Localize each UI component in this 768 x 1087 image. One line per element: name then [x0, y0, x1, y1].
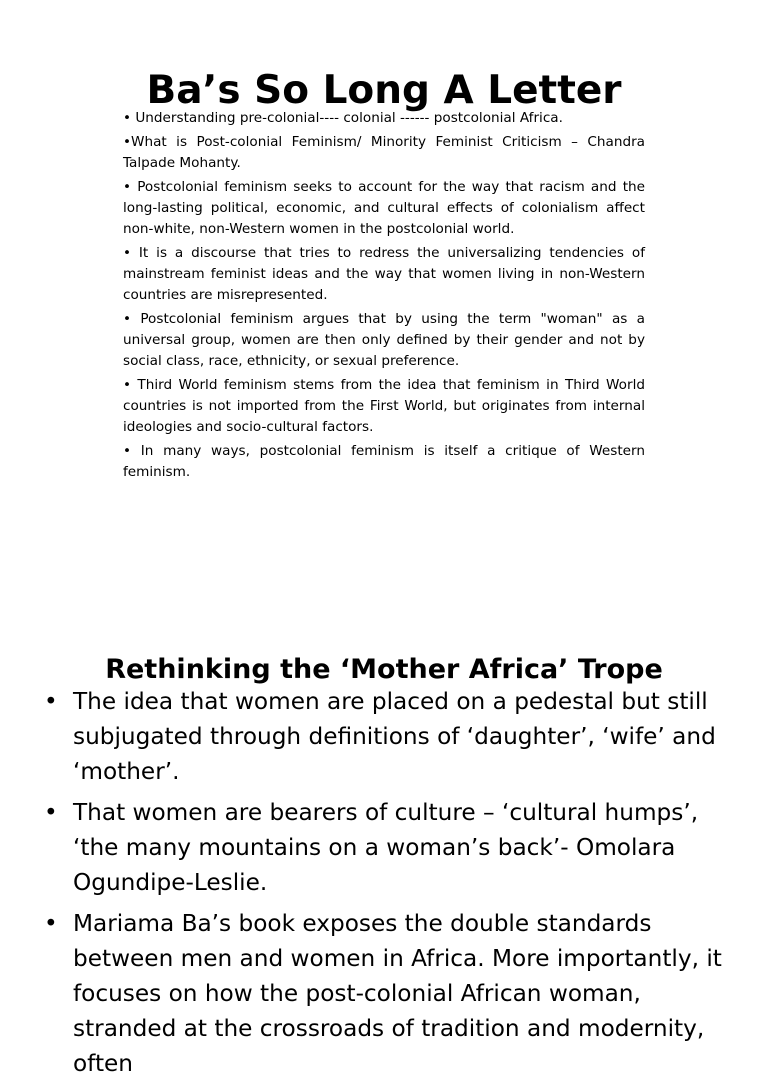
- slide-2: [0, 560, 768, 1077]
- bullet-icon: •: [44, 688, 58, 715]
- list-item: • In many ways, postcolonial feminism is itself a critique of Western feminism.: [123, 443, 645, 480]
- list-item: • Postcolonial feminism seeks to account for the way that racism and the long-lasting political, economic, and cultural effects of colonialism affect non-white, non-Western women in the postcolonial world.: [123, 179, 645, 237]
- list-item-text: Mariama Ba’s book exposes the double standards between men and women in Africa. More importantly, it focuses on how the post-colonial African woman, stranded at the crossroads of tradition and modernity, often: [73, 910, 722, 1077]
- slide-1-title: Ba’s So Long A Letter: [146, 68, 622, 114]
- list-item-text: That women are bearers of culture – ‘cultural humps’, ‘the many mountains on a woman’s back’- Omolara Ogundipe-Leslie.: [73, 799, 699, 896]
- list-item: [44, 795, 734, 900]
- list-item: • Understanding pre-colonial---- colonial ------ postcolonial Africa.: [123, 110, 563, 126]
- list-item: •What is Post-colonial Feminism/ Minority Feminist Criticism – Chandra Talpade Mohanty.: [123, 134, 645, 171]
- bullet-icon: •: [44, 910, 58, 937]
- list-item: [44, 684, 734, 789]
- list-item: • Third World feminism stems from the idea that feminism in Third World countries is not imported from the First World, but originates from internal ideologies and socio-cultural factors.: [123, 377, 645, 435]
- slide-2-bullet-list: [44, 684, 734, 1087]
- slide-2-title: Rethinking the ‘Mother Africa’ Trope: [105, 654, 663, 686]
- list-item: [44, 906, 734, 1081]
- bullet-icon: •: [44, 799, 58, 826]
- list-item: • Postcolonial feminism argues that by using the term "woman" as a universal group, women are then only defined by their gender and not by social class, race, ethnicity, or sexual preference.: [123, 311, 645, 369]
- slide-1-bullet-list: [123, 108, 645, 486]
- list-item-text: The idea that women are placed on a pedestal but still subjugated through definitions of ‘daughter’, ‘wife’ and ‘mother’.: [73, 688, 716, 785]
- list-item: • It is a discourse that tries to redress the universalizing tendencies of mainstream feminist ideas and the way that women living in non-Western countries are misrepresented.: [123, 245, 645, 303]
